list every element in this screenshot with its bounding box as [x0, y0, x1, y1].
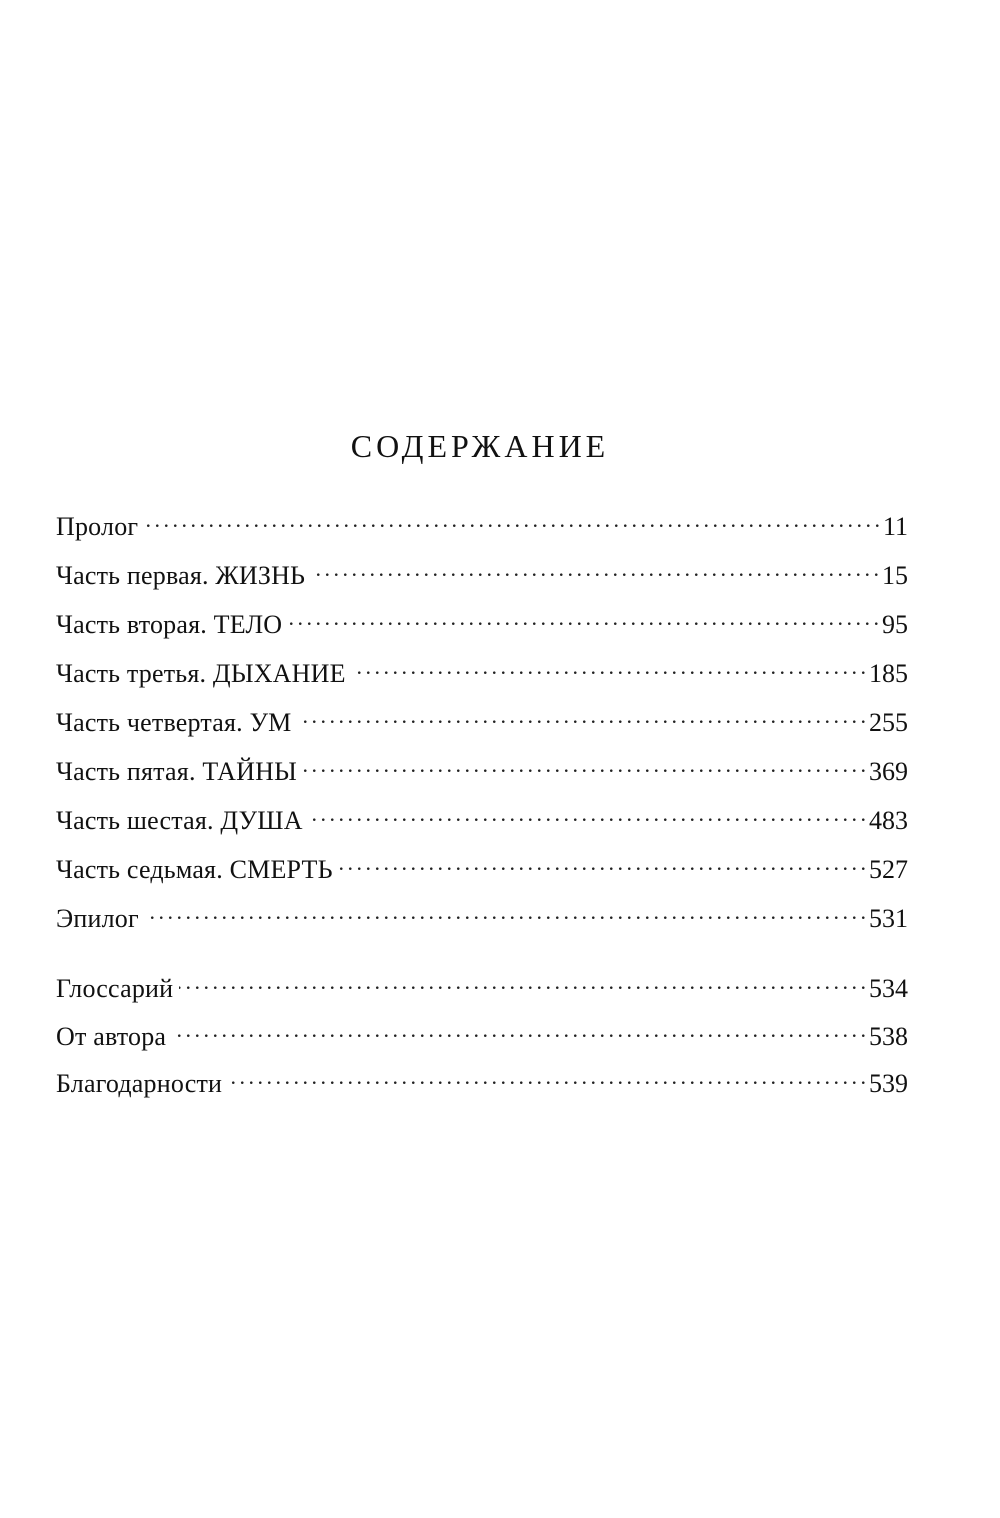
- toc-entry-part-1: [56, 554, 908, 603]
- toc-entry-title: Часть первая. ЖИЗНЬ: [56, 561, 306, 590]
- page-title: СОДЕРЖАНИЕ: [350, 428, 610, 464]
- toc-entry-part-5: [56, 750, 908, 799]
- toc-entry-title: Часть пятая. ТАЙНЫ: [56, 757, 297, 786]
- toc-leader-dots: [144, 505, 879, 535]
- toc-entry-page: 185: [869, 659, 908, 688]
- toc-entry-page: 534: [869, 974, 908, 1003]
- toc-entry-part-2: [56, 603, 908, 652]
- toc-leader-dots: [288, 603, 878, 633]
- toc-entry-title: Часть вторая. ТЕЛО: [56, 610, 283, 639]
- toc-entry-title: От автора: [56, 1021, 167, 1051]
- toc-entry-title: Эпилог: [56, 904, 139, 933]
- toc-entry-title: Благодарности: [56, 1069, 223, 1098]
- toc-entry-page: 11: [882, 512, 908, 541]
- toc-entry-page: 483: [869, 806, 908, 835]
- toc-back-matter-list: [56, 967, 908, 1110]
- toc-entry-title: Часть четвертая. УМ: [56, 708, 292, 737]
- toc-entry-part-6: [56, 799, 908, 848]
- toc-entry-prologue: [56, 505, 908, 554]
- toc-leader-dots: [228, 1062, 865, 1092]
- toc-entry-title: Часть третья. ДЫХАНИЕ: [56, 659, 346, 688]
- toc-entry-page: 255: [869, 708, 908, 737]
- toc-entry-page: 531: [869, 904, 908, 933]
- toc-main-list: [56, 505, 908, 946]
- toc-entry-title: Часть седьмая. СМЕРТЬ: [56, 855, 333, 884]
- toc-leader-dots: [172, 1015, 865, 1045]
- toc-entry-part-7: [56, 848, 908, 897]
- toc-leader-dots: [145, 897, 865, 927]
- toc-entry-title: Часть шестая. ДУША: [56, 806, 303, 835]
- toc-entry-page: 95: [882, 610, 908, 639]
- toc-entry-page: 538: [869, 1021, 908, 1051]
- toc-entry-part-3: [56, 652, 908, 701]
- toc-leader-dots: [352, 652, 865, 682]
- toc-entry-glossary: [56, 967, 908, 1015]
- toc-entry-page: 539: [869, 1069, 908, 1098]
- toc-entry-page: 369: [869, 757, 908, 786]
- toc-entry-title: Глоссарий: [56, 974, 174, 1003]
- toc-entry-title: Пролог: [56, 512, 139, 541]
- toc-entry-page: 527: [869, 855, 908, 884]
- toc-leader-dots: [179, 967, 865, 997]
- toc-leader-dots: [298, 701, 865, 731]
- toc-entry-page: 15: [882, 561, 908, 590]
- toc-leader-dots: [303, 750, 865, 780]
- toc-leader-dots: [311, 554, 878, 584]
- toc-entry-part-4: [56, 701, 908, 750]
- toc-entry-acknowledgements: [56, 1062, 908, 1110]
- toc-leader-dots: [309, 799, 865, 829]
- toc-leader-dots: [339, 848, 865, 878]
- toc-entry-author-note: [56, 1015, 908, 1063]
- toc-entry-epilogue: [56, 897, 908, 946]
